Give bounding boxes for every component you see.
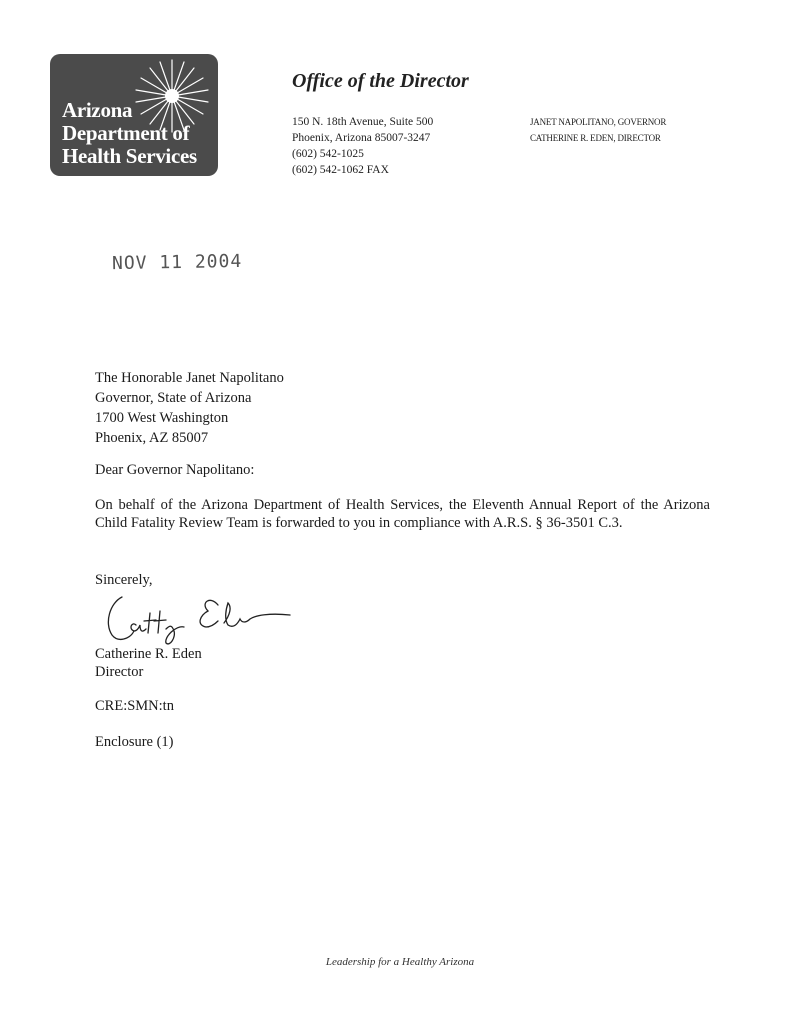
date-stamp: NOV 11 2004 (111, 250, 243, 275)
recipient-line: Governor, State of Arizona (95, 390, 252, 406)
enclosure-note: Enclosure (1) (95, 734, 174, 750)
fax-line: (602) 542-1062 FAX (292, 164, 389, 176)
reference-initials: CRE:SMN:tn (95, 698, 174, 714)
phone-line: (602) 542-1025 (292, 148, 364, 160)
director-line: CATHERINE R. EDEN, DIRECTOR (530, 133, 661, 143)
officials-list (530, 114, 666, 146)
logo-text-arizona: Arizona (62, 98, 133, 122)
closing: Sincerely, (95, 572, 153, 588)
adhs-logo (50, 54, 218, 176)
governor-line: JANET NAPOLITANO, GOVERNOR (530, 117, 667, 127)
address-line: Phoenix, Arizona 85007-3247 (292, 132, 431, 144)
footer-tagline: Leadership for a Healthy Arizona (325, 956, 475, 968)
handwritten-signature (100, 585, 300, 651)
recipient-address (95, 368, 284, 448)
signer-title: Director (95, 664, 144, 680)
logo-text-health-services: Health Services (62, 144, 197, 168)
body-paragraph: On behalf of the Arizona Department of Health Services, the Eleventh Annual Report of the Arizona Child Fatality Review Team is forwarded to you in compliance with A.R.S. § 36-3501 C.3. (95, 497, 710, 531)
recipient-line: 1700 West Washington (95, 410, 229, 426)
office-title: Office of the Director (292, 70, 469, 92)
address-line: 150 N. 18th Avenue, Suite 500 (292, 116, 434, 128)
logo-text-department: Department of (62, 121, 190, 145)
salutation: Dear Governor Napolitano: (95, 462, 255, 478)
signer-name: Catherine R. Eden (95, 646, 202, 662)
office-address (292, 114, 433, 178)
recipient-line: Phoenix, AZ 85007 (95, 430, 209, 446)
recipient-line: The Honorable Janet Napolitano (95, 370, 284, 386)
